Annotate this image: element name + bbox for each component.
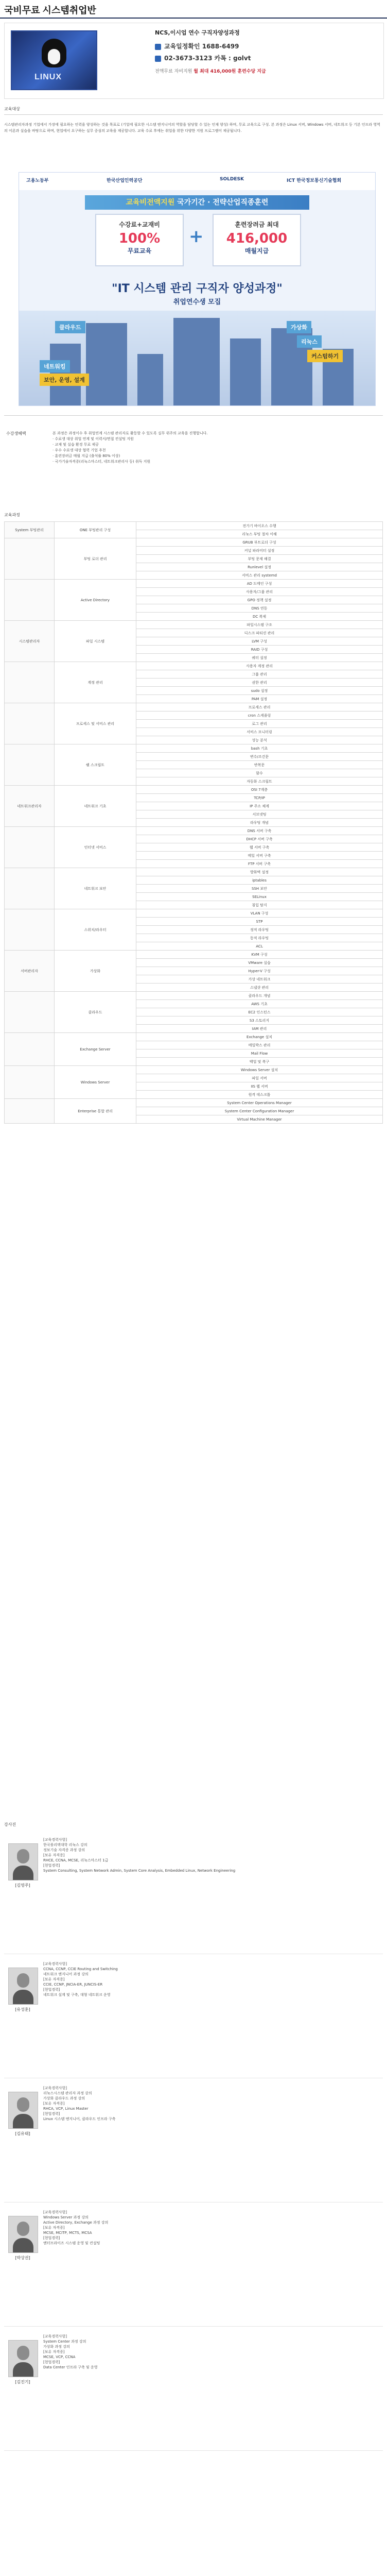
- instructor-list: [4, 1830, 383, 2451]
- instructor-name: [박상권]: [15, 2256, 30, 2260]
- curriculum-table: [4, 521, 383, 1124]
- curriculum-row: [5, 580, 383, 588]
- curriculum-group: [5, 538, 55, 580]
- curriculum-item: 쿼터 설정: [136, 654, 383, 662]
- hero-note: 전액무료 자비지원 월 최대 416,000원 훈련수당 지급: [155, 69, 266, 74]
- curriculum-item: 정적 라우팅: [136, 926, 383, 934]
- benefit-box-tuition: 수강료+교재비 100% 무료교육: [95, 214, 184, 266]
- curriculum-item: VMware 실습: [136, 959, 383, 967]
- instructor-photo: [8, 1968, 38, 2005]
- curriculum-item: 메일 서버 구축: [136, 852, 383, 860]
- curriculum-group: [5, 703, 55, 744]
- kakao-id[interactable]: 02-3673-3123 카톡 : golvt: [164, 55, 251, 62]
- instructor-bio: [교육경력사항] Windows Server 과정 강의 Active Directory, Exchange 과정 강의 [보유 자격증] MCSE, MCITP, MCTS, MCSA [현업경력] 엔터프라이즈 시스템 운영 및 컨설팅: [43, 2210, 109, 2245]
- curriculum-item: 라우팅 개념: [136, 819, 383, 827]
- banner-subline: 취업연수생 모집: [173, 298, 221, 306]
- curriculum-subject: 계정 관리: [55, 662, 136, 703]
- curriculum-item: 권한 관리: [136, 679, 383, 687]
- curriculum-item: STP: [136, 918, 383, 926]
- curriculum-group: System 부팅관리: [5, 522, 55, 538]
- curriculum-group: [5, 1099, 55, 1124]
- instructor-photo: [8, 2340, 38, 2377]
- curriculum-item: AWS 기초: [136, 1000, 383, 1008]
- curriculum-item: SELinux: [136, 893, 383, 901]
- tag-networking: 네트워킹: [40, 360, 70, 372]
- curriculum-row: [5, 1033, 383, 1041]
- curriculum-item: 스냅샷 관리: [136, 984, 383, 992]
- curriculum-group: 서버관리자: [5, 951, 55, 992]
- tag-virtualization: 가상화: [287, 321, 311, 333]
- curriculum-subject: 가상화: [55, 951, 136, 992]
- curriculum-row: [5, 703, 383, 711]
- instructor-name: [김유태]: [15, 2131, 30, 2136]
- instructor-bio: [교육경력사항] CCNA, CCNP, CCIE Routing and Switching 네트워크 엔지니어 과정 강의 [보유 자격증] CCIE, CCNP, JNCIA-ER, JUNCIS-ER [현업경력] 네트워크 설계 및 구축, 대형 네트워크 운영: [43, 1962, 118, 1997]
- curriculum-row: [5, 992, 383, 1000]
- org-name: NCS,이시업 연수 구직자양성과정: [155, 29, 240, 36]
- curriculum-item: GPO 정책 설정: [136, 596, 383, 604]
- curriculum-item: 사용자 계정 관리: [136, 662, 383, 670]
- divider: [4, 114, 383, 115]
- curriculum-subject: Exchange Server: [55, 1033, 136, 1066]
- curriculum-group: [5, 744, 55, 786]
- hero-banner: [4, 23, 384, 99]
- curriculum-item: 파일 서버: [136, 1074, 383, 1082]
- curriculum-subject: 프로세스 및 서비스 관리: [55, 703, 136, 744]
- curriculum-item: System Center Operations Manager: [136, 1099, 383, 1107]
- linux-logo: [11, 30, 97, 90]
- city-illustration: [19, 311, 375, 405]
- recruitment-banner: [19, 172, 376, 406]
- curriculum-item: EC2 인스턴스: [136, 1008, 383, 1016]
- banner-headline: "IT 시스템 관리 구직자 양성과정": [112, 282, 283, 295]
- instructor-photo: [8, 2092, 38, 2129]
- curriculum-subject: Active Directory: [55, 580, 136, 621]
- curriculum-item: Windows Server 설치: [136, 1066, 383, 1074]
- curriculum-item: 변수/조건문: [136, 753, 383, 761]
- instructor-bio: [교육경력사항] 리눅스시스템 관리자 과정 강의 가상화 클라우드 과정 강의 [보유 자격증] RHCA, VCP, Linux Master [현업경력] Linux 시스템 엔지니어, 클라우드 인프라 구축: [43, 2086, 116, 2121]
- curriculum-item: LVM 구성: [136, 637, 383, 646]
- curriculum-subject: ONE 부팅관리 구성: [55, 522, 136, 538]
- goal-text: 본 과정은 과정이수 후 취업연계 시스템 관리자로 활동할 수 있도록 실무 위주의 교육을 진행합니다. · 수료생 대상 취업 연계 및 이력서/면접 컨설팅 지원 · 교재 및 실습 환경 무료 제공 · 우수 수료생 대상 협력 기업 추천 · 훈련장려금 매월 지급 (출석률 80% 이상) · 국가기술자격증(리눅스마스터, 네트워크관리사 등) 취득 지원: [52, 431, 208, 464]
- curriculum-item: 서비스 관리 systemd: [136, 571, 383, 580]
- instructor-card: [4, 2327, 383, 2451]
- curriculum-item: 자동화 스크립트: [136, 777, 383, 786]
- section-label-intro: 교육대상: [4, 107, 20, 111]
- curriculum-group: 네트워크관리자: [5, 786, 55, 827]
- banner-ribbon: 교육비전액지원 국가기간 · 전략산업직종훈련: [85, 195, 309, 210]
- instructor-name: [김영주]: [15, 1883, 30, 1888]
- curriculum-group: [5, 662, 55, 703]
- curriculum-item: 가상 네트워크: [136, 975, 383, 984]
- curriculum-row: [5, 827, 383, 835]
- curriculum-subject: 네트워크 기초: [55, 786, 136, 827]
- curriculum-item: 침입 탐지: [136, 901, 383, 909]
- curriculum-item: Hyper-V 구성: [136, 967, 383, 975]
- section-label-curriculum: 교육과정: [4, 513, 20, 517]
- curriculum-item: sudo 설정: [136, 687, 383, 695]
- instructor-photo: [8, 2216, 38, 2253]
- curriculum-row: [5, 621, 383, 629]
- curriculum-item: FTP 서버 구축: [136, 860, 383, 868]
- curriculum-item: 원격 데스크톱: [136, 1091, 383, 1099]
- curriculum-row: [5, 538, 383, 547]
- curriculum-item: RAID 구성: [136, 646, 383, 654]
- section-label-instructor: 강사진: [4, 1822, 16, 1827]
- partner-logo: SOLDESK: [220, 177, 244, 182]
- partner-logo: 한국산업인력공단: [107, 178, 143, 183]
- curriculum-subject: 네트워크 보안: [55, 868, 136, 909]
- curriculum-item: Mail Flow: [136, 1049, 383, 1058]
- instructor-card: [4, 1830, 383, 1954]
- curriculum-subject: 부팅 로더 관리: [55, 538, 136, 580]
- curriculum-group: [5, 909, 55, 951]
- logo-text: LINUX: [34, 73, 62, 81]
- curriculum-item: 디스크 파티션 관리: [136, 629, 383, 637]
- curriculum-group: 시스템관리자: [5, 621, 55, 662]
- instructor-name: [유성훈]: [15, 2007, 30, 2012]
- curriculum-group: [5, 1066, 55, 1099]
- curriculum-group: [5, 1033, 55, 1066]
- curriculum-item: 백업 및 복구: [136, 1058, 383, 1066]
- curriculum-item: IP 주소 체계: [136, 802, 383, 810]
- instructor-bio: [교육경력사항] System Center 과정 강의 가상화 과정 강의 [보유 자격증] MCSE, VCP, CCNA [현업경력] Data Center 인프라 구축 및 운영: [43, 2334, 98, 2369]
- curriculum-subject: 클라우드: [55, 992, 136, 1033]
- tag-linux: 리눅스: [297, 335, 322, 348]
- curriculum-item: TCP/IP: [136, 794, 383, 802]
- instructor-card: [4, 2078, 383, 2202]
- curriculum-item: Runlevel 설정: [136, 563, 383, 571]
- curriculum-item: AD 도메인 구성: [136, 580, 383, 588]
- curriculum-item: 사용자/그룹 관리: [136, 588, 383, 596]
- curriculum-row: [5, 662, 383, 670]
- curriculum-item: 서비스 모니터링: [136, 728, 383, 736]
- tag-custom: 커스텀하기: [307, 350, 343, 362]
- curriculum-group: [5, 580, 55, 621]
- curriculum-item: S3 스토리지: [136, 1016, 383, 1025]
- curriculum-item: cron 스케줄링: [136, 711, 383, 720]
- instructor-card: [4, 2202, 383, 2327]
- curriculum-item: ACL: [136, 942, 383, 951]
- curriculum-subject: 파일 시스템: [55, 621, 136, 662]
- curriculum-item: System Center Configuration Manager: [136, 1107, 383, 1115]
- curriculum-item: 그룹 관리: [136, 670, 383, 679]
- curriculum-item: 리눅스 부팅 절차 이해: [136, 530, 383, 538]
- curriculum-item: 방화벽 설정: [136, 868, 383, 876]
- curriculum-item: 함수: [136, 769, 383, 777]
- curriculum-item: Exchange 설치: [136, 1033, 383, 1041]
- partner-logo: 고용노동부: [26, 178, 49, 183]
- curriculum-item: IIS 웹 서버: [136, 1082, 383, 1091]
- tag-cloud: 클라우드: [55, 321, 85, 333]
- curriculum-item: 메일박스 관리: [136, 1041, 383, 1049]
- curriculum-item: iptables: [136, 876, 383, 885]
- curriculum-subject: Enterprise 통합 관리: [55, 1099, 136, 1124]
- curriculum-item: PAM 설정: [136, 695, 383, 703]
- curriculum-row: [5, 744, 383, 753]
- partner-logo: ICT 한국정보통신기술협회: [287, 178, 342, 183]
- page-title: 국비무료 시스템취업반: [4, 5, 96, 15]
- phone-icon: [155, 44, 161, 50]
- curriculum-item: 프로세스 관리: [136, 703, 383, 711]
- curriculum-item: 전가기 바이오스 수행: [136, 522, 383, 530]
- curriculum-item: DHCP 서버 구축: [136, 835, 383, 843]
- instructor-photo: [8, 1843, 38, 1880]
- curriculum-item: 성능 분석: [136, 736, 383, 744]
- curriculum-item: 서브넷팅: [136, 810, 383, 819]
- curriculum-item: 웹 서버 구축: [136, 843, 383, 852]
- curriculum-group: [5, 868, 55, 909]
- curriculum-row: [5, 868, 383, 876]
- curriculum-item: 파일시스템 구조: [136, 621, 383, 629]
- instructor-card: [4, 1954, 383, 2078]
- title-divider: [0, 18, 387, 19]
- tag-security: 보안, 운영, 설계: [40, 374, 89, 386]
- curriculum-group: [5, 992, 55, 1033]
- curriculum-row: [5, 1066, 383, 1074]
- kakao-icon: [155, 56, 161, 62]
- benefit-box-allowance: 훈련장려금 최대 416,000 매월지급: [213, 214, 301, 266]
- curriculum-group: [5, 827, 55, 868]
- curriculum-row: [5, 909, 383, 918]
- curriculum-row: [5, 1099, 383, 1107]
- curriculum-row: [5, 786, 383, 794]
- curriculum-item: Virtual Machine Manager: [136, 1115, 383, 1124]
- intro-text: 시스템관리자과정 기업에서 가장에 필요하는 인력을 양성하는 것을 목표로 (기업에 필요한 시스템 엔지니어의 역할을 담당할 수 있는 인재 양성) 하며, 무료 교육으로 구성. 본 과정은 Linux 서버, Windows 서버, 네트워크 등 기본 인프라 영역의 이론과 실습을 바탕으로 하며, 현업에서 요구하는 실무 중심의 교육을 제공합니다. 교육 수료 후에는 취업을 위한 다양한 지원 프로그램이 제공됩니다.: [4, 123, 380, 133]
- curriculum-row: [5, 522, 383, 530]
- curriculum-item: 로그 관리: [136, 720, 383, 728]
- curriculum-subject: 스위치/라우터: [55, 909, 136, 951]
- goal-label: 수강생혜택: [6, 431, 26, 436]
- curriculum-item: OSI 7계층: [136, 786, 383, 794]
- curriculum-item: 커널 파라미터 설정: [136, 547, 383, 555]
- curriculum-item: 클라우드 개념: [136, 992, 383, 1000]
- curriculum-item: SSH 보안: [136, 885, 383, 893]
- curriculum-subject: 인터넷 서비스: [55, 827, 136, 868]
- curriculum-item: 동적 라우팅: [136, 934, 383, 942]
- curriculum-item: DC 복제: [136, 613, 383, 621]
- curriculum-item: 부팅 문제 해결: [136, 555, 383, 563]
- phone-number[interactable]: 교육일정확인 1688-6499: [164, 43, 239, 50]
- curriculum-item: 반복문: [136, 761, 383, 769]
- curriculum-item: IAM 관리: [136, 1025, 383, 1033]
- hero-info: [155, 28, 289, 74]
- curriculum-item: KVM 구성: [136, 951, 383, 959]
- divider: [4, 415, 383, 416]
- instructor-bio: [교육경력사항] 한국폴리텍대학 리눅스 강의 정보기술 자격증 과정 강의 [보유 자격증] RHCE, CCNA, MCSE, 리눅스마스터 1급 [현업경력] System Consulting, System Network Admin, System Core Analysis, Embedded Linux, Network Engineering: [43, 1838, 236, 1873]
- curriculum-subject: 쉘 스크립트: [55, 744, 136, 786]
- partner-logos: [19, 173, 375, 190]
- curriculum-row: [5, 951, 383, 959]
- instructor-name: [김진기]: [15, 2380, 30, 2384]
- curriculum-subject: Windows Server: [55, 1066, 136, 1099]
- curriculum-item: DNS 서버 구축: [136, 827, 383, 835]
- plus-icon: +: [189, 226, 204, 247]
- curriculum-item: VLAN 구성: [136, 909, 383, 918]
- curriculum-item: DNS 연동: [136, 604, 383, 613]
- curriculum-item: bash 기초: [136, 744, 383, 753]
- curriculum-item: GRUB 부트로더 구성: [136, 538, 383, 547]
